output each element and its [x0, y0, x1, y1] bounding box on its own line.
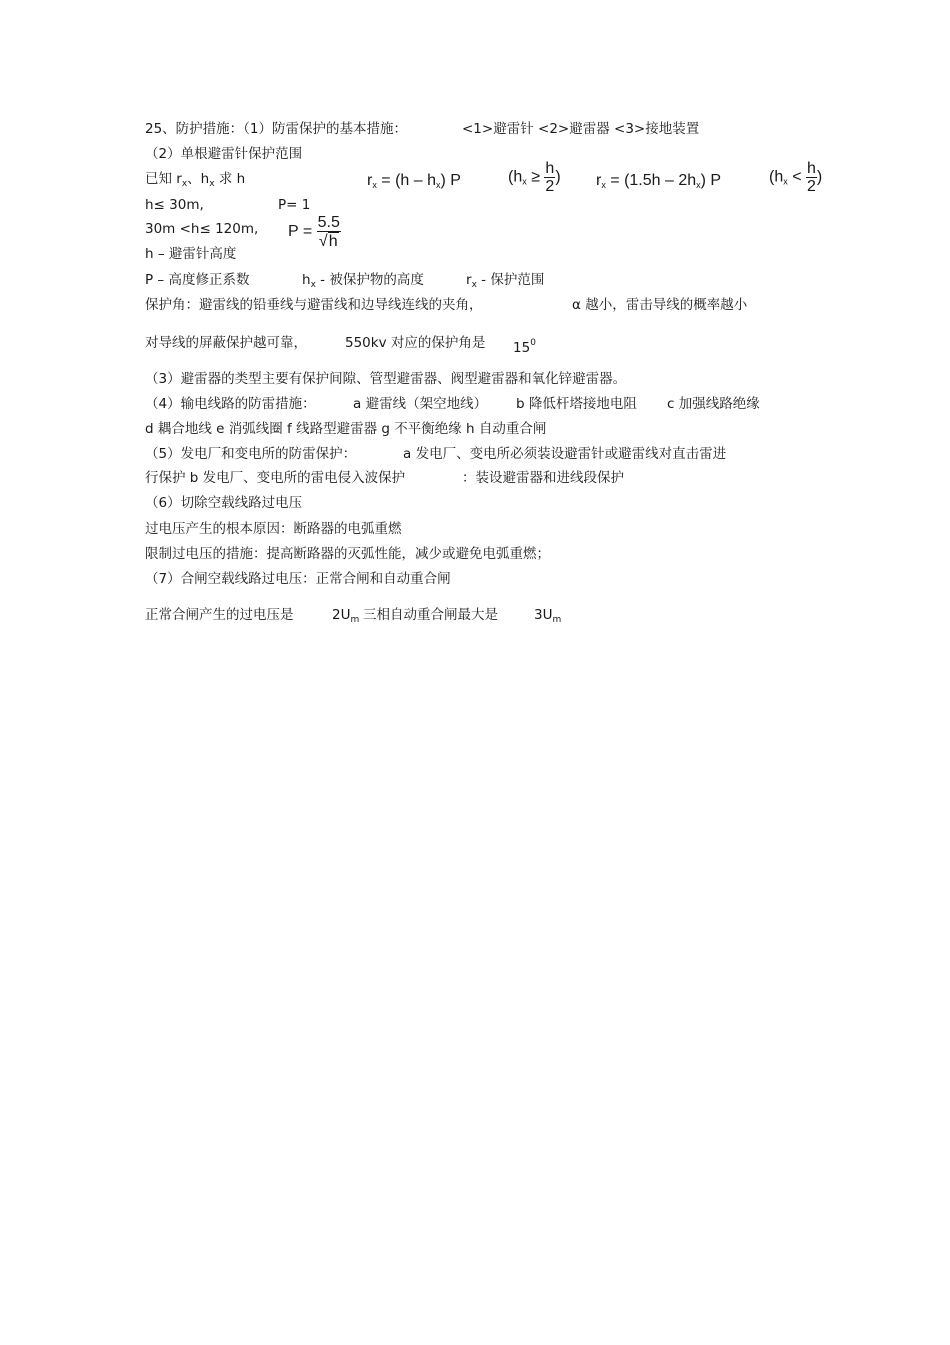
numerator: h [545, 160, 555, 177]
text: 、h [187, 171, 210, 187]
limit-measures: 限制过电压的措施：提高断路器的灭弧性能，减少或避免电弧重燃； [145, 546, 550, 562]
normal-closing-value [332, 606, 359, 629]
subscript: x [181, 179, 188, 189]
line-protection-heading: （4）输电线路的防雷措施： [145, 396, 316, 412]
text: (h [769, 168, 784, 186]
operator: ≥ [531, 168, 540, 186]
text: P = [288, 223, 313, 240]
numerator: 5.5 [317, 214, 340, 231]
measure-b: b 降低杆塔接地电阻 [516, 396, 637, 412]
def-hx [302, 271, 424, 294]
denominator: 2 [545, 178, 555, 195]
text: = (1.5h – 2h [610, 172, 697, 189]
symbol: r [596, 172, 602, 189]
text: 2U [332, 607, 351, 623]
heading-protection-measures [145, 120, 407, 138]
text: ) P [440, 172, 461, 189]
subscript: x [372, 180, 377, 190]
section-6: （6）切除空载线路过电压 [145, 495, 303, 511]
text: ) [816, 168, 823, 186]
formula-condition-ge [508, 160, 561, 195]
formula-rx-high [367, 172, 461, 190]
auto-reclose-value [534, 606, 561, 629]
plant-measure-b: 行保护 b 发电厂、变电所的雷电侵入波保护 [145, 470, 406, 486]
plant-measure-b-detail: ：装设避雷器和进线段保护 [462, 470, 624, 486]
subscript: x [783, 176, 788, 187]
formula-p [288, 214, 341, 250]
basic-measures-list: <1>避雷针 <2>避雷器 <3>接地装置 [462, 121, 700, 137]
superscript: 0 [530, 338, 536, 348]
text: 15 [513, 340, 531, 356]
arrester-types: （3）避雷器的类型主要有保护间隙、管型避雷器、阀型避雷器和氧化锌避雷器。 [145, 371, 627, 387]
sqrt-icon: √ [318, 233, 328, 250]
text: 3U [534, 607, 553, 623]
protection-angle-def: 保护角：避雷线的铅垂线与避雷线和边导线连线的夹角， [145, 297, 483, 313]
measures-d-h: d 耦合地线 e 消弧线圈 f 线路型避雷器 g 不平衡绝缘 h 自动重合闸 [145, 421, 547, 437]
radicand: h [328, 233, 338, 250]
protection-angle-note: α 越小，雷击导线的概率越小 [572, 297, 748, 313]
def-rx [466, 271, 544, 294]
shielding-note: 对导线的屏蔽保护越可靠， [145, 335, 307, 351]
section-lightning-rod-range: （2）单根避雷针保护范围 [145, 146, 303, 162]
text: ) [555, 168, 561, 186]
formula-condition-lt [769, 160, 822, 195]
subscript: x [209, 179, 215, 189]
normal-closing: 正常合闸产生的过电压是 [145, 607, 294, 623]
auto-reclose-label: 三相自动重合闸最大是 [363, 607, 498, 623]
def-h: h – 避雷针高度 [145, 246, 237, 262]
denominator: 2 [806, 178, 816, 195]
text: r [466, 272, 472, 288]
subscript: m [552, 615, 562, 625]
fraction-5.5-over-sqrt-h [317, 214, 341, 250]
measure-c: c 加强线路绝缘 [667, 396, 760, 412]
fraction-h-over-2 [806, 160, 817, 195]
fraction-h-over-2 [544, 160, 555, 195]
subscript: x [601, 180, 606, 190]
text: h [302, 272, 311, 288]
text: 已知 r [145, 171, 182, 187]
operator: < [792, 168, 802, 186]
symbol: r [367, 172, 373, 189]
numerator: h [806, 160, 816, 177]
formula-rx-low [596, 172, 721, 190]
plant-protection-heading: （5）发电厂和变电所的防雷保护： [145, 446, 357, 462]
subscript: x [522, 176, 527, 187]
text: 求 h [214, 171, 246, 187]
kv550-angle: 550kv 对应的保护角是 [345, 335, 486, 351]
subscript: m [350, 615, 360, 625]
denominator [317, 232, 341, 250]
text: 25、防护措施：（1）防雷保护的基本措施： [145, 121, 408, 137]
subscript: x [696, 180, 701, 190]
subscript: x [310, 280, 316, 290]
angle-value [513, 334, 536, 357]
condition-h-le-30: h≤ 30m, [145, 197, 204, 213]
condition-h-range: 30m <h≤ 120m, [145, 221, 259, 237]
text: (h [508, 168, 523, 186]
subscript: x [435, 180, 441, 190]
text: - 保护范围 [476, 272, 545, 288]
text: ) P [700, 172, 722, 189]
measure-a: a 避雷线（架空地线） [353, 396, 488, 412]
section-7: （7）合闸空载线路过电压：正常合闸和自动重合闸 [145, 571, 451, 587]
plant-measure-a: a 发电厂、变电所必须装设避雷针或避雷线对直击雷进 [403, 446, 727, 462]
text: - 被保护物的高度 [315, 272, 424, 288]
given-known [145, 170, 245, 193]
p-equals-1: P= 1 [278, 197, 311, 213]
subscript: x [471, 280, 477, 290]
root-cause: 过电压产生的根本原因：断路器的电弧重燃 [145, 521, 402, 537]
def-p: P – 高度修正系数 [145, 272, 250, 288]
text: = (h – h [381, 172, 436, 189]
